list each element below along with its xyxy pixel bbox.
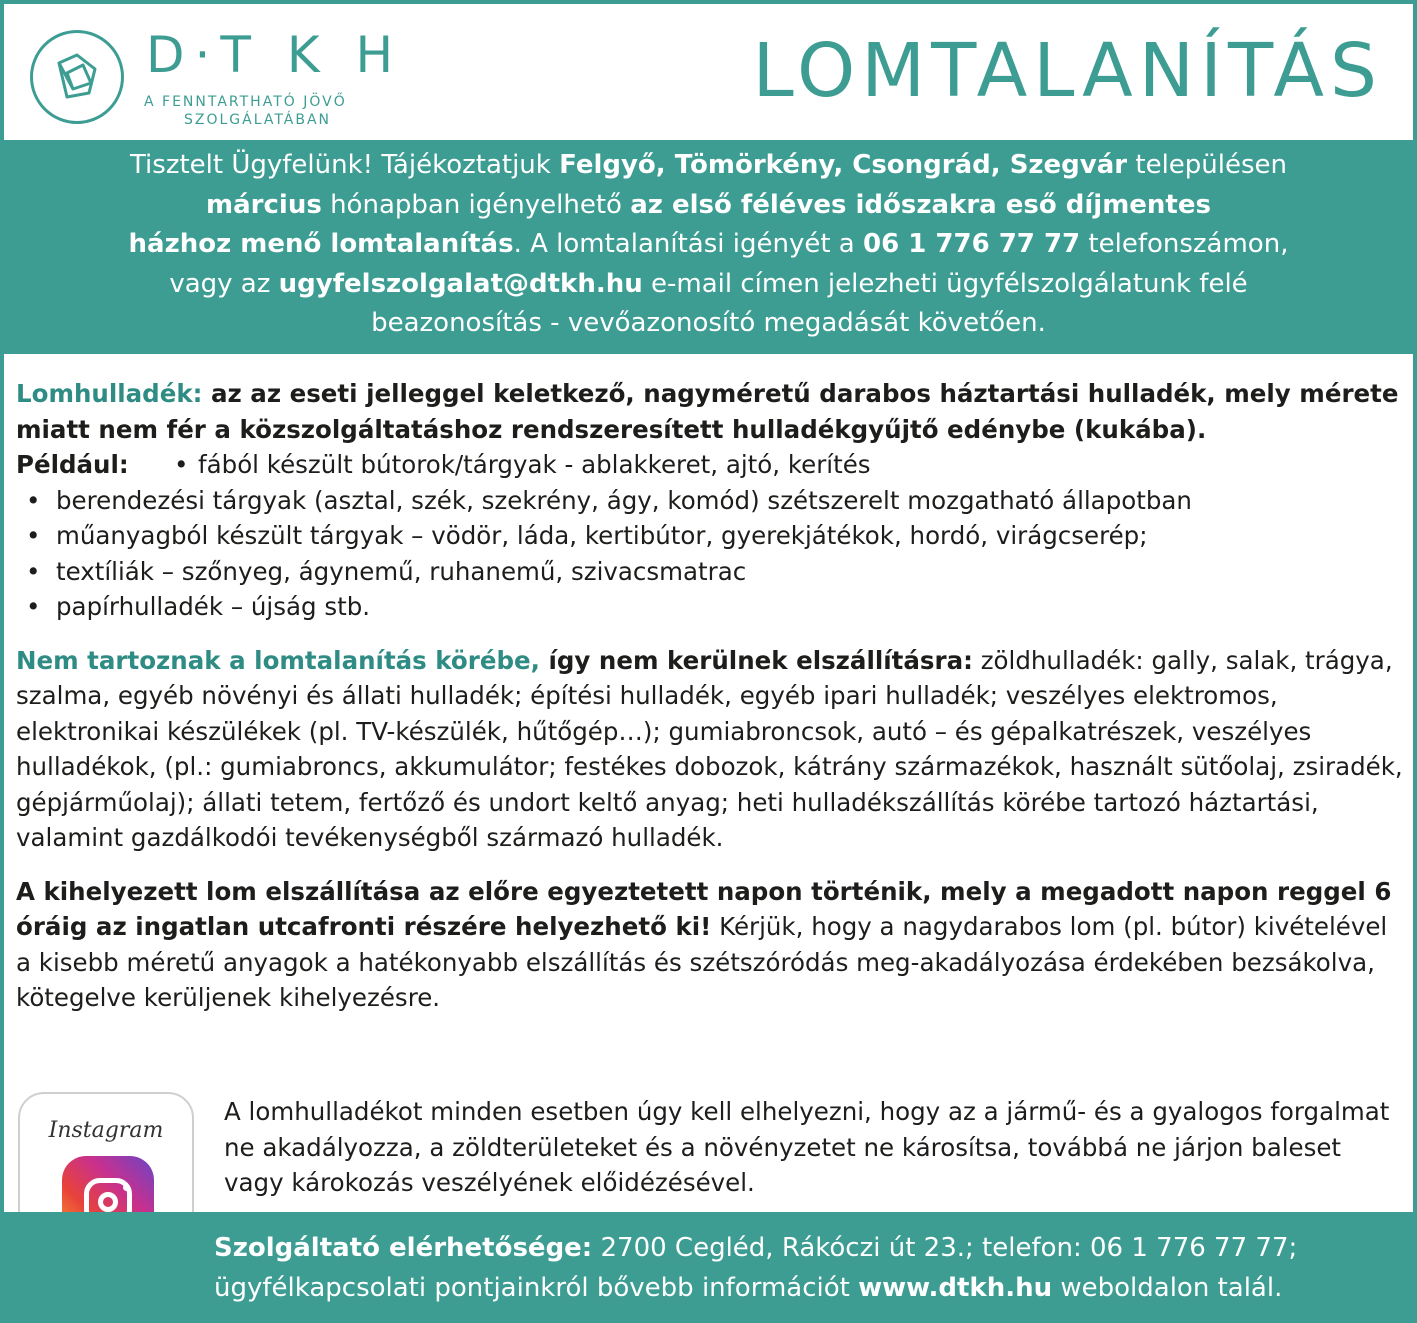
excluded-bold-lead: így nem kerülnek elszállításra: xyxy=(539,645,973,675)
logo-tagline-2: SZOLGÁLATÁBAN xyxy=(184,112,332,128)
excluded-lead: Nem tartoznak a lomtalanítás körébe, xyxy=(16,645,540,675)
logo-tagline: A FENNTARTHATÓ JÖVŐ xyxy=(144,94,347,110)
header xyxy=(4,4,1413,140)
list-item: • berendezési tárgyak (asztal, szék, szekrény, ágy, komód) szétszerelt mozgatható állapotban xyxy=(16,483,1406,519)
page-title: LOMTALANÍTÁS xyxy=(752,28,1383,114)
main-content xyxy=(16,376,1406,1016)
examples-label: Például: xyxy=(16,450,129,479)
intro-month: március xyxy=(206,189,322,220)
definition-text: az az eseti jelleggel keletkező, nagyméretű darabos háztartási hulladék, mely mérete miatt nem fér a közszolgáltatáshoz rendszeresített hulladékgyűjtő edénybe (kukába). xyxy=(16,379,1399,444)
footer-text: weboldalon talál. xyxy=(1052,1273,1283,1303)
intro-text: hónapban igényelhető xyxy=(321,189,631,220)
list-item: • műanyagból készült tárgyak – vödör, láda, kertibútor, gyerekjátékok, hordó, virágcserép; xyxy=(16,518,1406,554)
definition-term: Lomhulladék: xyxy=(16,379,203,408)
examples-first-row xyxy=(16,447,1406,483)
dtkh-logo-icon xyxy=(30,30,124,124)
footer-website-link[interactable]: www.dtkh.hu xyxy=(858,1273,1053,1303)
intro-text: e-mail címen jelezheti ügyfélszolgálatunk felé xyxy=(642,268,1248,299)
intro-text: beazonosítás - vevőazonosító megadását követően. xyxy=(371,308,1046,338)
definition-paragraph xyxy=(16,376,1406,447)
intro-service: házhoz menő lomtalanítás xyxy=(128,229,514,259)
intro-text: vagy az xyxy=(169,268,279,299)
pickup-text: Kérjük, hogy a nagydarabos lom (pl. bútor) kivételével a kisebb méretű anyagok a hatékonyabb elszállítás és szétszóródás meg-akadályozása érdekében bezsákolva, kötegelve kerüljenek kihelyezésre. xyxy=(16,912,1388,1012)
intro-band xyxy=(0,140,1417,354)
intro-settlements: Felgyő, Tömörkény, Csongrád, Szegvár xyxy=(559,150,1128,180)
footer-text: ügyfélkapcsolati pontjainkról bővebb információt xyxy=(214,1273,859,1303)
intro-text: . A lomtalanítási igényét a xyxy=(513,229,864,259)
intro-text: településen xyxy=(1127,150,1288,180)
pickup-paragraph xyxy=(16,874,1406,1016)
excluded-text: zöldhulladék: gally, salak, trágya, szalma, egyéb növényi és állati hulladék; építési hulladék, egyéb ipari hulladék; veszélyes elektromos, elektronikai készülékek (pl. TV-készülék, hűtőgép…); gumiabroncsok, autó – és gépalkatrészek, veszélyes hulladékok, (pl.: gumiabroncs, akkumulátor; festékes dobozok, kátrány származékok, használt sütőolaj, zsiradék, gépjárműolaj); állati tetem, fertőző és undort keltő anyag; heti hulladékszállítás körébe tartozó háztartási, valamint gazdálkodói tevékenységből származó hulladék. xyxy=(16,645,1403,852)
excluded-paragraph xyxy=(16,643,1406,856)
intro-text: telefonszámon, xyxy=(1080,229,1289,259)
list-item: • fából készült bútorok/tárgyak - ablakkeret, ajtó, kerítés xyxy=(166,447,871,483)
list-item: • textíliák – szőnyeg, ágynemű, ruhanemű, szivacsmatrac xyxy=(16,554,1406,590)
placement-paragraph: A lomhulladékot minden esetben úgy kell elhelyezni, hogy az a jármű- és a gyalogos forgalmat ne akadályozza, a zöldterületeket és a növényzetet ne károsítsa, továbbá ne járjon baleset vagy károkozás veszélyének előidézésével. xyxy=(224,1097,1390,1197)
intro-free-period: az első féléves időszakra eső díjmentes xyxy=(630,189,1211,220)
pickup-bold: A kihelyezett lom elszállítása az előre egyeztetett napon történik, mely a megadott napon reggel 6 óráig az ingatlan utcafronti részére helyezhető ki! xyxy=(16,876,1392,941)
footer-label: Szolgáltató elérhetősége: xyxy=(214,1233,593,1263)
intro-phone: 06 1 776 77 77 xyxy=(863,229,1081,259)
intro-email: ugyfelszolgalat@dtkh.hu xyxy=(278,268,643,299)
intro-text: Tisztelt Ügyfelünk! Tájékoztatjuk xyxy=(129,150,560,180)
examples-list xyxy=(16,483,1406,625)
list-item: • papírhulladék – újság stb. xyxy=(16,589,1406,625)
logo-name: D·T K H xyxy=(146,26,404,84)
instagram-wordmark: Instagram xyxy=(48,1118,164,1143)
footer-band xyxy=(0,1212,1417,1323)
footer-address: 2700 Cegléd, Rákóczi út 23.; telefon: 06 1 776 77 77; xyxy=(592,1233,1298,1263)
